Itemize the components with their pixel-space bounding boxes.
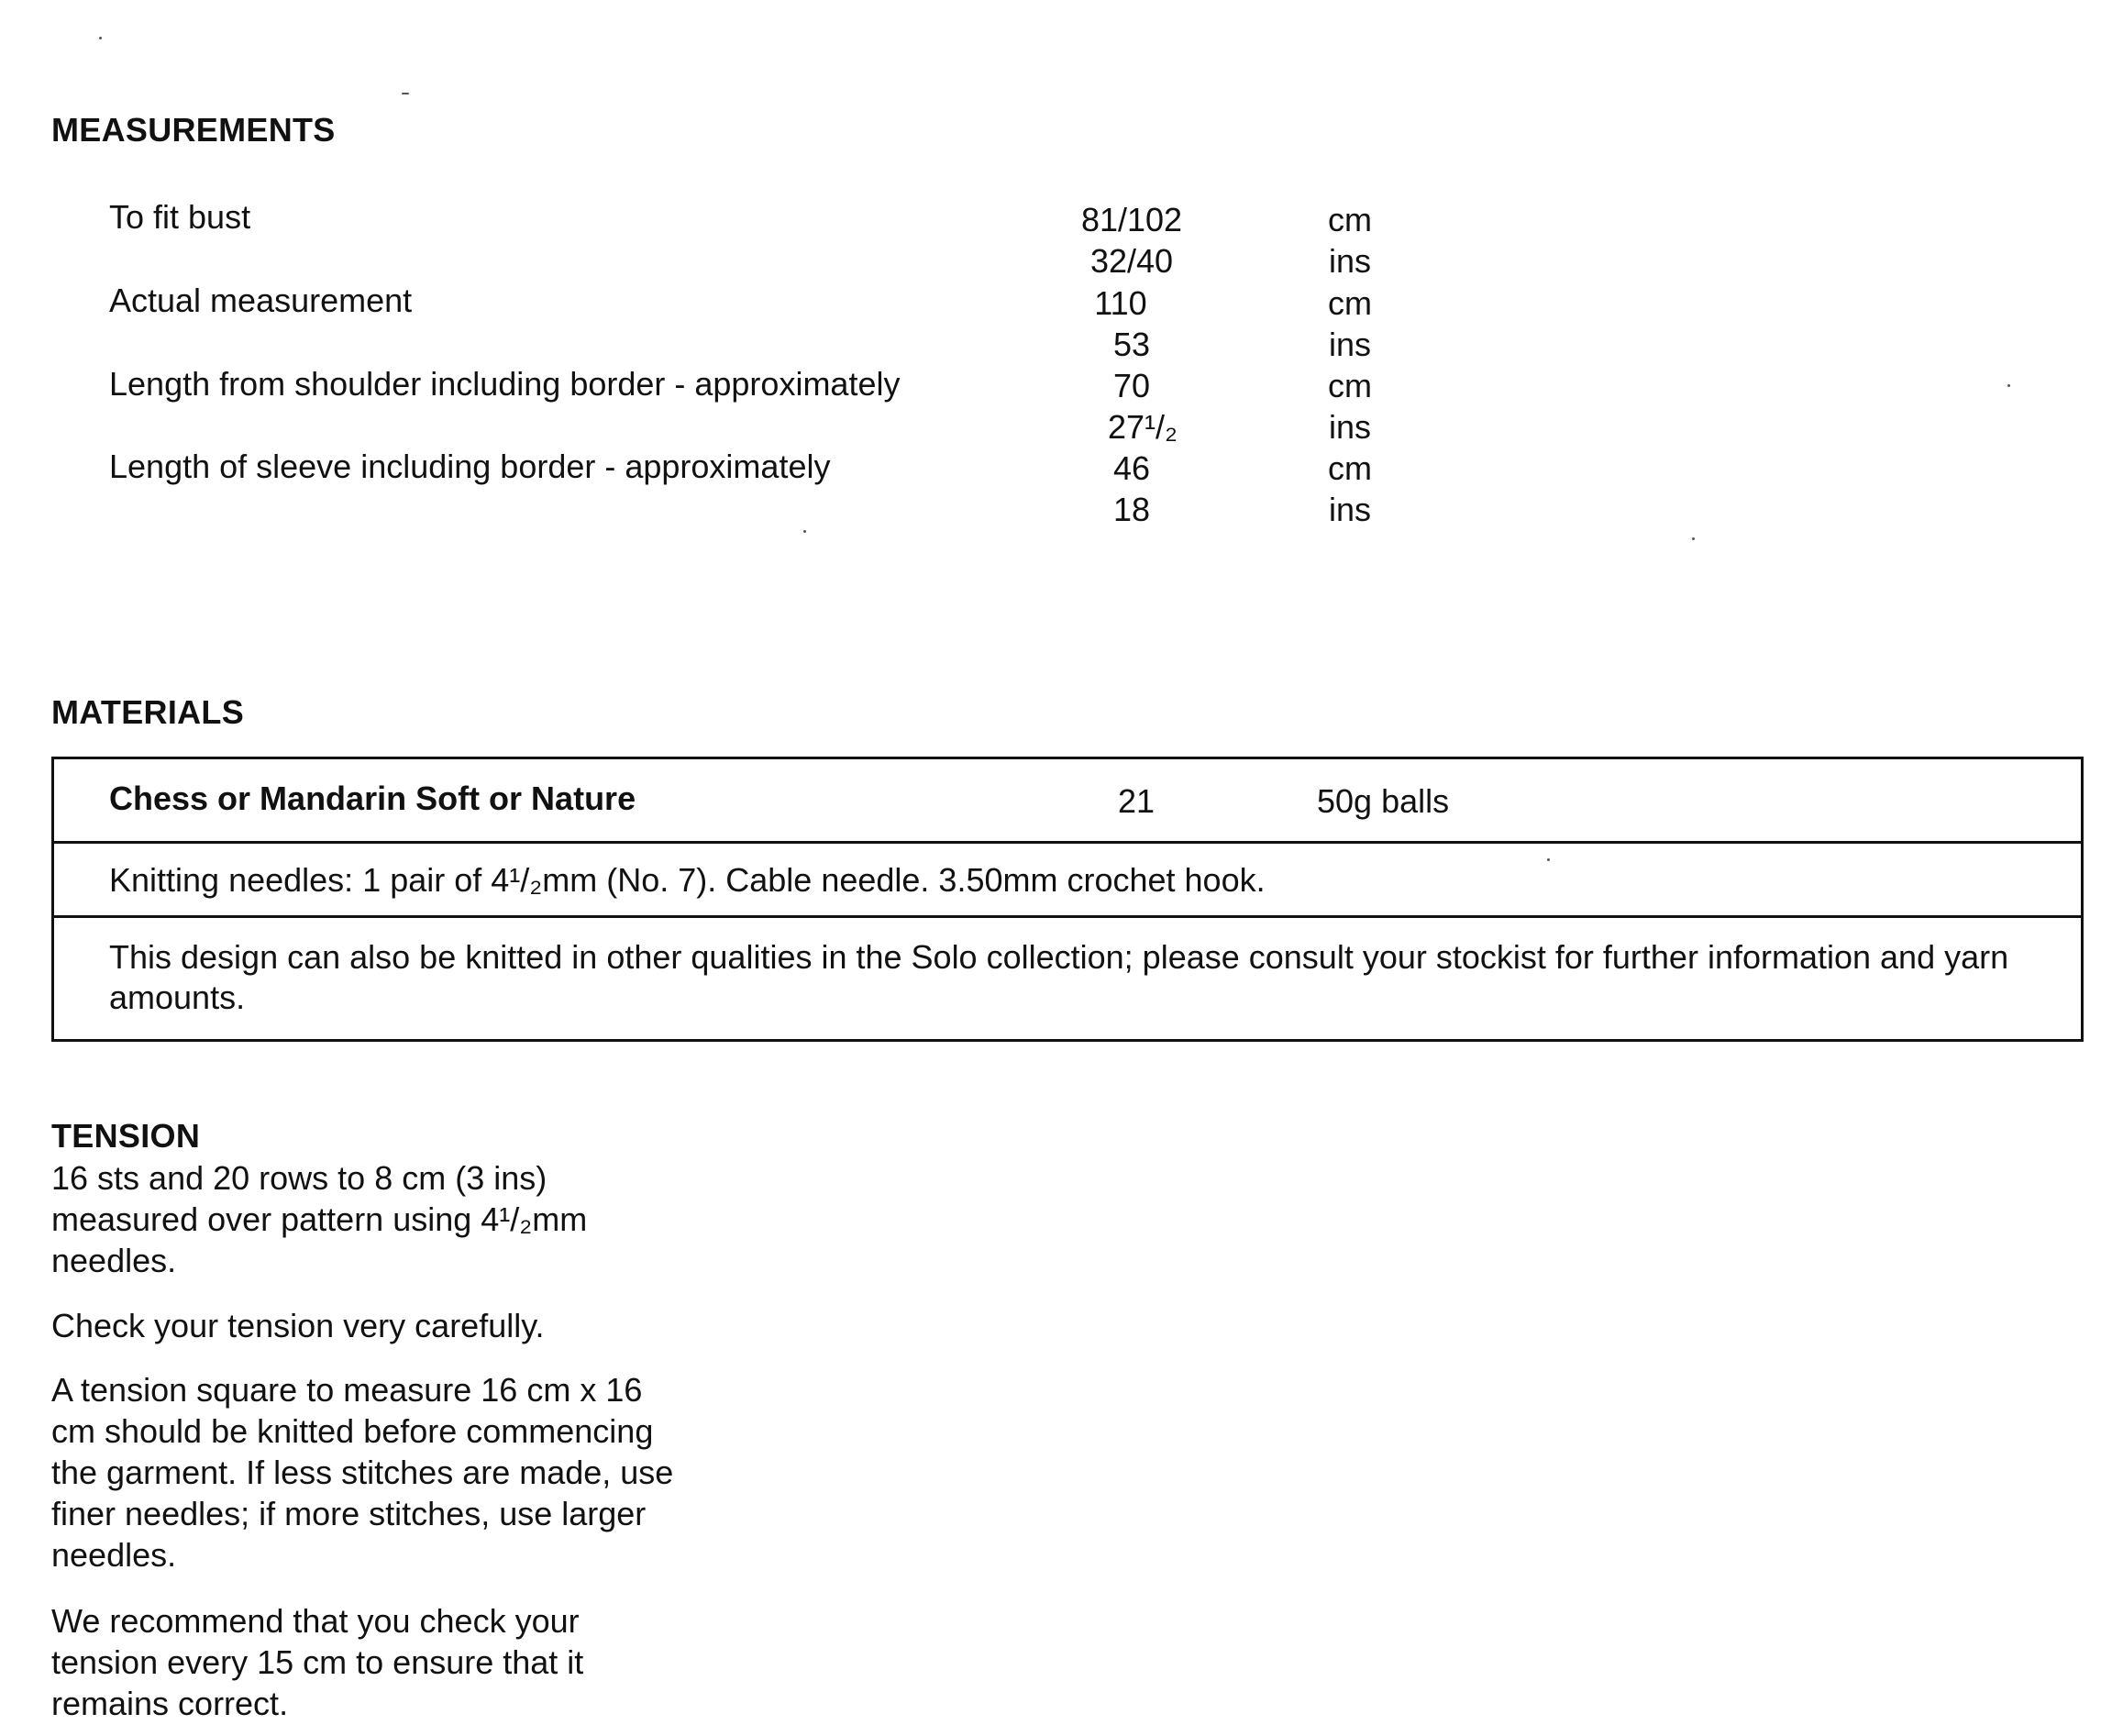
measurement-value: 110 — [1094, 284, 1147, 322]
scan-speck — [99, 37, 102, 39]
measurement-unit: cm — [1328, 201, 1372, 238]
measurement-value: 70 — [1112, 367, 1151, 404]
tension-paragraph: We recommend that you check your tension every 15 cm to ensure that it remains correct. — [51, 1602, 584, 1722]
tension-paragraph: A tension square to measure 16 cm x 16 cm should be knitted before commencing the garment. If less stitches are made, use finer needles; if more stitches, use larger needles. — [51, 1371, 674, 1574]
measurement-value: 81/102 — [1080, 201, 1183, 238]
measurement-label: To fit bust — [109, 198, 251, 236]
yarn-name: Chess or Mandarin Soft or Nature — [109, 780, 636, 817]
tension-paragraph: 16 sts and 20 rows to 8 cm (3 ins) measured over pattern using 4¹/₂mm needles. — [51, 1159, 588, 1279]
tension-paragraph: Check your tension very carefully. — [51, 1307, 545, 1344]
materials-divider — [54, 841, 2081, 844]
yarn-unit: 50g balls — [1317, 782, 1450, 820]
measurement-value: 18 — [1112, 491, 1151, 528]
measurement-label: Actual measurement — [109, 282, 413, 319]
measurement-unit: ins — [1328, 408, 1372, 446]
materials-box — [51, 757, 2084, 1042]
yarn-quantity: 21 — [1118, 782, 1156, 820]
measurement-unit: ins — [1328, 326, 1372, 363]
measurement-label: Length of sleeve including border - approximately — [109, 448, 831, 485]
scan-speck — [402, 93, 409, 94]
scan-speck — [803, 530, 806, 533]
measurement-unit: cm — [1328, 284, 1372, 322]
needles-text: Knitting needles: 1 pair of 4¹/₂mm (No. 7). Cable needle. 3.50mm crochet hook. — [109, 861, 1266, 899]
measurement-label: Length from shoulder including border - approximately — [109, 365, 901, 403]
measurement-unit: cm — [1328, 367, 1372, 404]
materials-divider — [54, 915, 2081, 918]
materials-heading: MATERIALS — [51, 693, 245, 731]
measurement-value: 32/40 — [1089, 242, 1174, 280]
scan-speck — [2007, 384, 2010, 387]
measurement-value: 53 — [1112, 326, 1151, 363]
measurement-unit: ins — [1328, 491, 1372, 528]
measurement-unit: ins — [1328, 242, 1372, 280]
measurement-value: 46 — [1112, 449, 1151, 487]
measurement-unit: cm — [1328, 449, 1372, 487]
measurements-heading: MEASUREMENTS — [51, 111, 336, 149]
tension-heading: TENSION — [51, 1117, 201, 1155]
scan-speck — [1692, 537, 1695, 540]
materials-note: This design can also be knitted in other qualities in the Solo collection; please consult your stockist for further information and yarn amounts. — [109, 938, 2009, 1016]
measurement-value: 27¹/₂ — [1107, 408, 1178, 446]
